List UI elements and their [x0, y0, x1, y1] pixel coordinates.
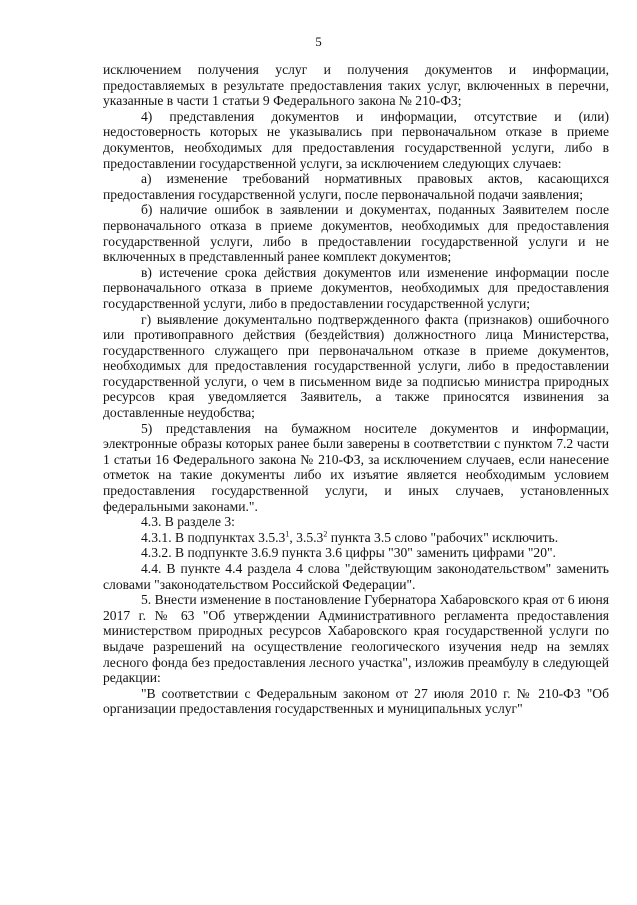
- p431-suffix: пункта 3.5 слово "рабочих" исключить.: [327, 529, 559, 545]
- paragraph-subitem-g: г) выявление документально подтвержденного факта (признаков) ошибочного или противоправного действия (бездействия) должностного лица Министерства, государственного служащего при первоначальном отказе в приеме документов, необходимых для предоставления государственной услуги, либо в предоставлении государственной услуги, о чем в письменном виде за подписью министра природных ресурсов края уведомляется Заявитель, а также приносятся извинения за доставленные неудобства;: [103, 311, 609, 421]
- paragraph-4-3-2: 4.3.2. В подпункте 3.6.9 пункта 3.6 цифры "30" заменить цифрами "20".: [141, 545, 556, 561]
- p431-middle: , 3.5.3: [289, 529, 324, 545]
- paragraph-5: 5. Внести изменение в постановление Губернатора Хабаровского края от 6 июня 2017 г. № 63 "Об утверждении Административного регламента предоставления министерством природных ресурсов Хабаровского края государственной услуги по выдаче разрешений на осуществление геологического изучения недр на землях лесного фонда без предоставления лесного участка", изложив преамбулу в следующей редакции:: [103, 592, 609, 686]
- paragraph-subitem-v: в) истечение срока действия документов или изменение информации после первоначального отказа в приеме документов, необходимых для предоставления государственной услуги, либо в предоставлении государственной услуги;: [103, 264, 609, 311]
- paragraph-item-4: 4) представления документов и информации, отсутствие и (или) недостоверность которых не указывались при первоначальном отказе в приеме документов, необходимых для предоставления государственной услуги, либо в предоставлении государственной услуги, за исключением следующих случаев:: [103, 108, 609, 171]
- paragraph-4-4: 4.4. В пункте 4.4 раздела 4 слова "действующим законодательством" заменить словами "законодательством Российской Федерации".: [103, 561, 609, 592]
- paragraph-subitem-b: б) наличие ошибок в заявлении и документах, поданных Заявителем после первоначального отказа в приеме документов, необходимых для предоставления государственной услуги, либо в предоставлении государственной услуги и не включенных в представленный ранее комплект документов;: [103, 202, 609, 265]
- paragraph-4-3-1: [103, 530, 609, 546]
- p431-sup1: 1: [285, 529, 290, 539]
- p431-sup2: 2: [323, 529, 328, 539]
- paragraph-section-4-3: 4.3. В разделе 3:: [141, 514, 235, 530]
- p431-prefix: 4.3.1. В подпунктах 3.5.3: [141, 529, 286, 545]
- document-body: [103, 62, 609, 717]
- paragraph-preamble: "В соответствии с Федеральным законом от 27 июля 2010 г. № 210-ФЗ "Об организации предоставления государственных и муниципальных услуг": [103, 685, 609, 717]
- paragraph-subitem-a: а) изменение требований нормативных правовых актов, касающихся предоставления государственной услуги, после первоначальной подачи заявления;: [103, 171, 609, 202]
- paragraph-item-5: 5) представления на бумажном носителе документов и информации, электронные образы которых ранее были заверены в соответствии с пунктом 7.2 части 1 статьи 16 Федерального закона № 210-ФЗ, за исключением случаев, если нанесение отметок на такие документы либо их изъятие является необходимым условием предоставления государственной услуги, и иных случаев, установленных федеральными законами.".: [103, 420, 609, 514]
- page-number: 5: [315, 34, 322, 49]
- paragraph-continuation: исключением получения услуг и получения документов и информации, предоставляемых в результате предоставления таких услуг, включенных в перечни, указанные в части 1 статьи 9 Федерального закона № 210-ФЗ;: [103, 62, 609, 109]
